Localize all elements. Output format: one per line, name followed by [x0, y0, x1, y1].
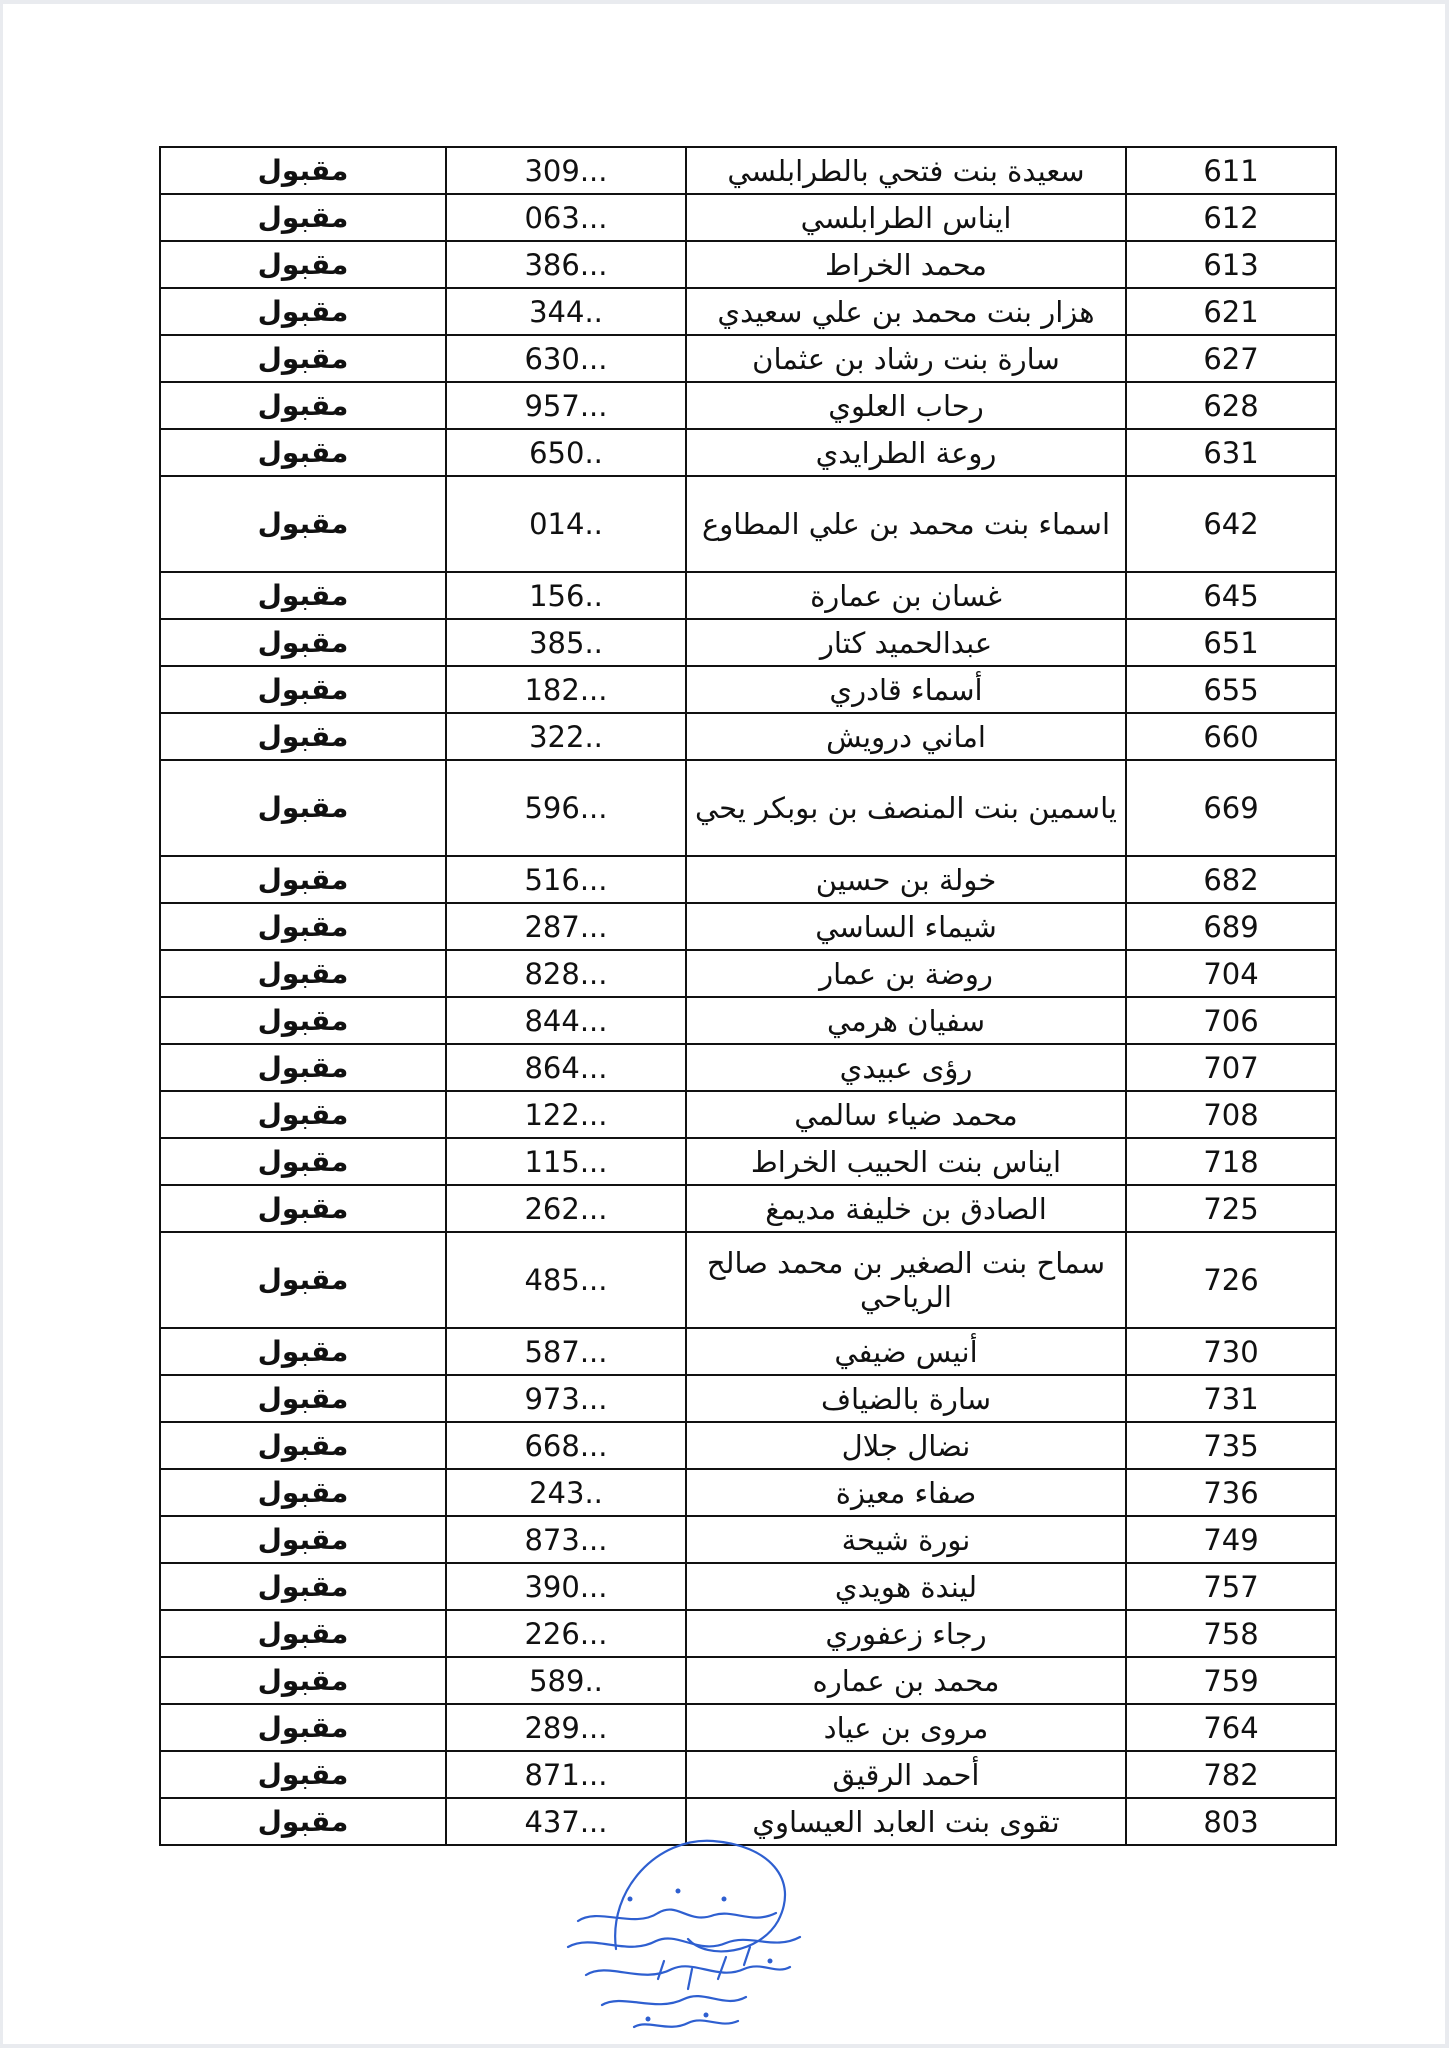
results-table-wrapper [159, 146, 1335, 1846]
id-code: 344.. [446, 288, 686, 335]
status-cell: مقبول [160, 1798, 446, 1845]
table-row [160, 760, 1336, 856]
status-cell: مقبول [160, 476, 446, 572]
id-code: 287... [446, 903, 686, 950]
status-cell: مقبول [160, 1185, 446, 1232]
row-number: 704 [1126, 950, 1336, 997]
table-row [160, 1138, 1336, 1185]
table-row [160, 572, 1336, 619]
status-cell: مقبول [160, 194, 446, 241]
status-cell: مقبول [160, 1469, 446, 1516]
table-row [160, 476, 1336, 572]
id-code: 587... [446, 1328, 686, 1375]
status-cell: مقبول [160, 1657, 446, 1704]
row-number: 669 [1126, 760, 1336, 856]
status-cell: مقبول [160, 1044, 446, 1091]
id-code: 871... [446, 1751, 686, 1798]
status-cell: مقبول [160, 429, 446, 476]
status-cell: مقبول [160, 572, 446, 619]
table-row [160, 1044, 1336, 1091]
status-cell: مقبول [160, 619, 446, 666]
candidate-name: اماني درويش [686, 713, 1126, 760]
id-code: 516... [446, 856, 686, 903]
status-cell: مقبول [160, 666, 446, 713]
table-row [160, 1469, 1336, 1516]
row-number: 642 [1126, 476, 1336, 572]
table-row [160, 856, 1336, 903]
candidate-name: نورة شيحة [686, 1516, 1126, 1563]
candidate-name: روعة الطرايدي [686, 429, 1126, 476]
candidate-name: ايناس بنت الحبيب الخراط [686, 1138, 1126, 1185]
candidate-name: أنيس ضيفي [686, 1328, 1126, 1375]
table-row [160, 1751, 1336, 1798]
row-number: 621 [1126, 288, 1336, 335]
table-row [160, 1328, 1336, 1375]
candidate-name: رجاء زعفوري [686, 1610, 1126, 1657]
row-number: 759 [1126, 1657, 1336, 1704]
candidate-name: سعيدة بنت فتحي بالطرابلسي [686, 147, 1126, 194]
candidate-name: مروى بن عياد [686, 1704, 1126, 1751]
candidate-name: ليندة هويدي [686, 1563, 1126, 1610]
id-code: 122... [446, 1091, 686, 1138]
status-cell: مقبول [160, 241, 446, 288]
candidate-name: سارة بنت رشاد بن عثمان [686, 335, 1126, 382]
row-number: 611 [1126, 147, 1336, 194]
row-number: 803 [1126, 1798, 1336, 1845]
row-number: 706 [1126, 997, 1336, 1044]
table-row [160, 429, 1336, 476]
id-code: 309... [446, 147, 686, 194]
row-number: 757 [1126, 1563, 1336, 1610]
row-number: 612 [1126, 194, 1336, 241]
row-number: 730 [1126, 1328, 1336, 1375]
row-number: 725 [1126, 1185, 1336, 1232]
candidate-name: محمد بن عماره [686, 1657, 1126, 1704]
candidate-name: سماح بنت الصغير بن محمد صالح الرياحي [686, 1232, 1126, 1328]
results-table-body [160, 147, 1336, 1845]
candidate-name: عبدالحميد كتار [686, 619, 1126, 666]
id-code: 243.. [446, 1469, 686, 1516]
candidate-name: روضة بن عمار [686, 950, 1126, 997]
row-number: 655 [1126, 666, 1336, 713]
results-table [159, 146, 1337, 1846]
row-number: 764 [1126, 1704, 1336, 1751]
candidate-name: محمد ضياء سالمي [686, 1091, 1126, 1138]
status-cell: مقبول [160, 335, 446, 382]
row-number: 707 [1126, 1044, 1336, 1091]
id-code: 668... [446, 1422, 686, 1469]
status-cell: مقبول [160, 1375, 446, 1422]
id-code: 156.. [446, 572, 686, 619]
candidate-name: نضال جلال [686, 1422, 1126, 1469]
candidate-name: غسان بن عمارة [686, 572, 1126, 619]
row-number: 631 [1126, 429, 1336, 476]
status-cell: مقبول [160, 760, 446, 856]
id-code: 063... [446, 194, 686, 241]
table-row [160, 1091, 1336, 1138]
signature-stamp [538, 1829, 838, 2044]
table-row [160, 335, 1336, 382]
status-cell: مقبول [160, 1610, 446, 1657]
candidate-name: أسماء قادري [686, 666, 1126, 713]
table-row [160, 241, 1336, 288]
id-code: 115... [446, 1138, 686, 1185]
table-row [160, 288, 1336, 335]
status-cell: مقبول [160, 1751, 446, 1798]
table-row [160, 1704, 1336, 1751]
candidate-name: اسماء بنت محمد بن علي المطاوع [686, 476, 1126, 572]
status-cell: مقبول [160, 1328, 446, 1375]
status-cell: مقبول [160, 713, 446, 760]
table-row [160, 903, 1336, 950]
status-cell: مقبول [160, 903, 446, 950]
table-row [160, 382, 1336, 429]
id-code: 650.. [446, 429, 686, 476]
table-row [160, 950, 1336, 997]
row-number: 660 [1126, 713, 1336, 760]
status-cell: مقبول [160, 1091, 446, 1138]
status-cell: مقبول [160, 1563, 446, 1610]
candidate-name: محمد الخراط [686, 241, 1126, 288]
row-number: 613 [1126, 241, 1336, 288]
row-number: 682 [1126, 856, 1336, 903]
id-code: 485... [446, 1232, 686, 1328]
row-number: 782 [1126, 1751, 1336, 1798]
id-code: 973... [446, 1375, 686, 1422]
table-row [160, 1375, 1336, 1422]
id-code: 014.. [446, 476, 686, 572]
candidate-name: صفاء معيزة [686, 1469, 1126, 1516]
id-code: 957... [446, 382, 686, 429]
candidate-name: شيماء الساسي [686, 903, 1126, 950]
id-code: 873... [446, 1516, 686, 1563]
table-row [160, 1563, 1336, 1610]
row-number: 736 [1126, 1469, 1336, 1516]
id-code: 630... [446, 335, 686, 382]
candidate-name: رحاب العلوي [686, 382, 1126, 429]
id-code: 322.. [446, 713, 686, 760]
row-number: 628 [1126, 382, 1336, 429]
row-number: 627 [1126, 335, 1336, 382]
table-row [160, 997, 1336, 1044]
row-number: 758 [1126, 1610, 1336, 1657]
candidate-name: ياسمين بنت المنصف بن بوبكر يحي [686, 760, 1126, 856]
table-row [160, 1422, 1336, 1469]
status-cell: مقبول [160, 1704, 446, 1751]
table-row [160, 666, 1336, 713]
id-code: 596... [446, 760, 686, 856]
candidate-name: تقوى بنت العابد العيساوي [686, 1798, 1126, 1845]
candidate-name: خولة بن حسين [686, 856, 1126, 903]
id-code: 226... [446, 1610, 686, 1657]
row-number: 735 [1126, 1422, 1336, 1469]
row-number: 726 [1126, 1232, 1336, 1328]
table-row [160, 194, 1336, 241]
candidate-name: سفيان هرمي [686, 997, 1126, 1044]
row-number: 718 [1126, 1138, 1336, 1185]
status-cell: مقبول [160, 997, 446, 1044]
status-cell: مقبول [160, 1232, 446, 1328]
table-row [160, 1610, 1336, 1657]
id-code: 262... [446, 1185, 686, 1232]
candidate-name: الصادق بن خليفة مديمغ [686, 1185, 1126, 1232]
table-row [160, 1657, 1336, 1704]
status-cell: مقبول [160, 1422, 446, 1469]
row-number: 651 [1126, 619, 1336, 666]
id-code: 437... [446, 1798, 686, 1845]
candidate-name: أحمد الرقيق [686, 1751, 1126, 1798]
status-cell: مقبول [160, 147, 446, 194]
status-cell: مقبول [160, 382, 446, 429]
id-code: 828... [446, 950, 686, 997]
table-row [160, 1516, 1336, 1563]
id-code: 844... [446, 997, 686, 1044]
table-row [160, 619, 1336, 666]
table-row [160, 1232, 1336, 1328]
row-number: 749 [1126, 1516, 1336, 1563]
table-row [160, 713, 1336, 760]
table-row [160, 1185, 1336, 1232]
status-cell: مقبول [160, 856, 446, 903]
document-page [3, 4, 1445, 2044]
status-cell: مقبول [160, 288, 446, 335]
id-code: 589.. [446, 1657, 686, 1704]
id-code: 386... [446, 241, 686, 288]
status-cell: مقبول [160, 1138, 446, 1185]
candidate-name: ايناس الطرابلسي [686, 194, 1126, 241]
candidate-name: سارة بالضياف [686, 1375, 1126, 1422]
id-code: 864... [446, 1044, 686, 1091]
candidate-name: هزار بنت محمد بن علي سعيدي [686, 288, 1126, 335]
id-code: 390... [446, 1563, 686, 1610]
row-number: 731 [1126, 1375, 1336, 1422]
row-number: 645 [1126, 572, 1336, 619]
id-code: 182... [446, 666, 686, 713]
row-number: 708 [1126, 1091, 1336, 1138]
row-number: 689 [1126, 903, 1336, 950]
status-cell: مقبول [160, 950, 446, 997]
table-row [160, 147, 1336, 194]
id-code: 385.. [446, 619, 686, 666]
status-cell: مقبول [160, 1516, 446, 1563]
id-code: 289... [446, 1704, 686, 1751]
candidate-name: رؤى عبيدي [686, 1044, 1126, 1091]
